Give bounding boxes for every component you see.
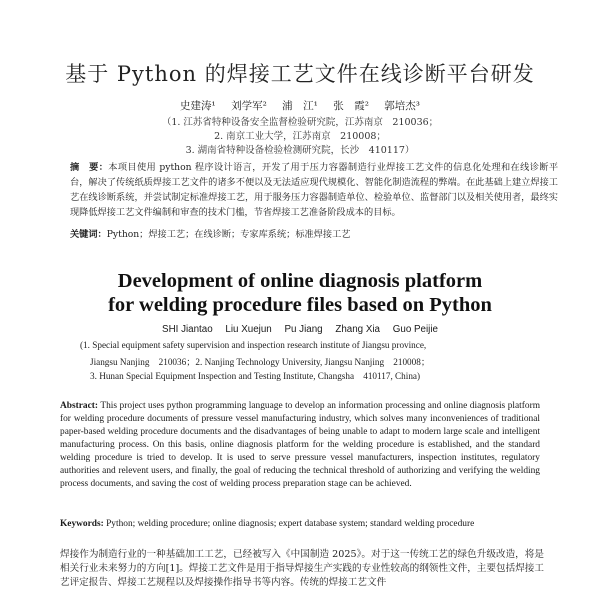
english-abstract [60, 400, 540, 491]
chinese-author: 郭培杰³ [384, 100, 420, 112]
chinese-author-list [0, 98, 600, 113]
chinese-author: 浦 江¹ [282, 100, 318, 112]
chinese-affiliation-2: 2. 南京工业大学，江苏南京 210008； [214, 131, 386, 142]
chinese-author: 史建涛¹ [180, 100, 216, 112]
english-keywords [60, 518, 540, 531]
chinese-affiliation-3: 3. 湖南省特种设备检验检测研究院，长沙 410117） [185, 145, 415, 156]
english-author: Liu Xuejun [225, 324, 272, 335]
english-title-line-1: Development of online diagnosis platform [117, 270, 483, 292]
chinese-author: 刘学军² [231, 100, 267, 112]
chinese-affiliation-1: （1. 江苏省特种设备安全监督检验研究院，江苏南京 210036； [161, 117, 439, 128]
chinese-abstract-label: 摘 要： [70, 162, 109, 173]
english-affiliation-3: 3. Hunan Special Equipment Inspection and Testing Institute, Changsha 410117, China) [90, 371, 421, 381]
english-abstract-text: This project uses python programming language to develop an information processing and online diagnosis platform for welding procedure documents of pressure vessel manufacturing industry, which solves many inconveniences of traditional paper-based welding procedure documents and the disadvantages of being unable to adapt to modern large scale and intelligent manufacturing process. On this basis, online diagnosis platform for the welding procedure is established, and the standard welding procedure is tried to develop. It is used to serve pressure vessel manufacturers, inspection institutes, regulatory authorities and relevent users, and finally, the goal of reducing the technical threshold of authorizing and verifying the welding process documents, and saving the cost of welding process preparation stage can be achieved. [60, 401, 540, 489]
english-keywords-label: Keywords: [60, 519, 104, 529]
english-title-line-2: for welding procedure files based on Python [108, 294, 492, 316]
chinese-keywords-label: 关键词： [70, 229, 107, 240]
english-author-list [0, 324, 600, 335]
english-keywords-text: Python; welding procedure; online diagnosis; expert database system; standard welding procedure [106, 519, 475, 529]
english-author: Zhang Xia [335, 324, 381, 335]
english-author: Pu Jiang [284, 324, 323, 335]
english-abstract-label: Abstract: [60, 401, 99, 411]
english-affiliation-2: Jiangsu Nanjing 210036；2. Nanjing Technology University, Jiangsu Nanjing 210008； [90, 357, 431, 367]
english-author: Guo Peijie [392, 324, 438, 335]
body-paragraph: 焊接作为制造行业的一种基础加工工艺，已经被写入《中国制造 2025》。对于这一传统工艺的绿色升级改造，将是相关行业未来努力的方向[1]。焊接工艺文件是用于指导焊接生产实践的专业性较高的纲领性文件，主要包括焊接工艺评定报告、焊接工艺规程以及焊接操作指导书等内容。传统的焊接工艺文件 [60, 549, 544, 588]
english-affiliation-1: (1. Special equipment safety supervision and inspection research institute of Jiangsu province, [80, 340, 427, 350]
chinese-author: 张 霞² [333, 100, 369, 112]
chinese-abstract [70, 160, 558, 220]
english-author: SHI Jiantao [162, 324, 213, 335]
chinese-title: 基于 Python 的焊接工艺文件在线诊断平台研发 [65, 62, 535, 86]
chinese-keywords-text: Python；焊接工艺；在线诊断；专家库系统；标准焊接工艺 [106, 229, 351, 240]
chinese-keywords [70, 226, 558, 240]
chinese-abstract-text: 本项目使用 python 程序设计语言，开发了用于压力容器制造行业焊接工艺文件的信息化处理和在线诊断平台，解决了传统纸质焊接工艺文件的诸多不便以及无法适应现代规模化、智能化制造流程的弊端。在此基础上建立焊接工艺在线诊断系统，并尝试制定标准焊接工艺，用于服务压力容器制造单位、检验单位、监督部门以及相关使用者，最终实现降低焊接工艺文件编制和审查的技术门槛，节省焊接工艺准备阶段成本的目标。 [70, 162, 559, 218]
